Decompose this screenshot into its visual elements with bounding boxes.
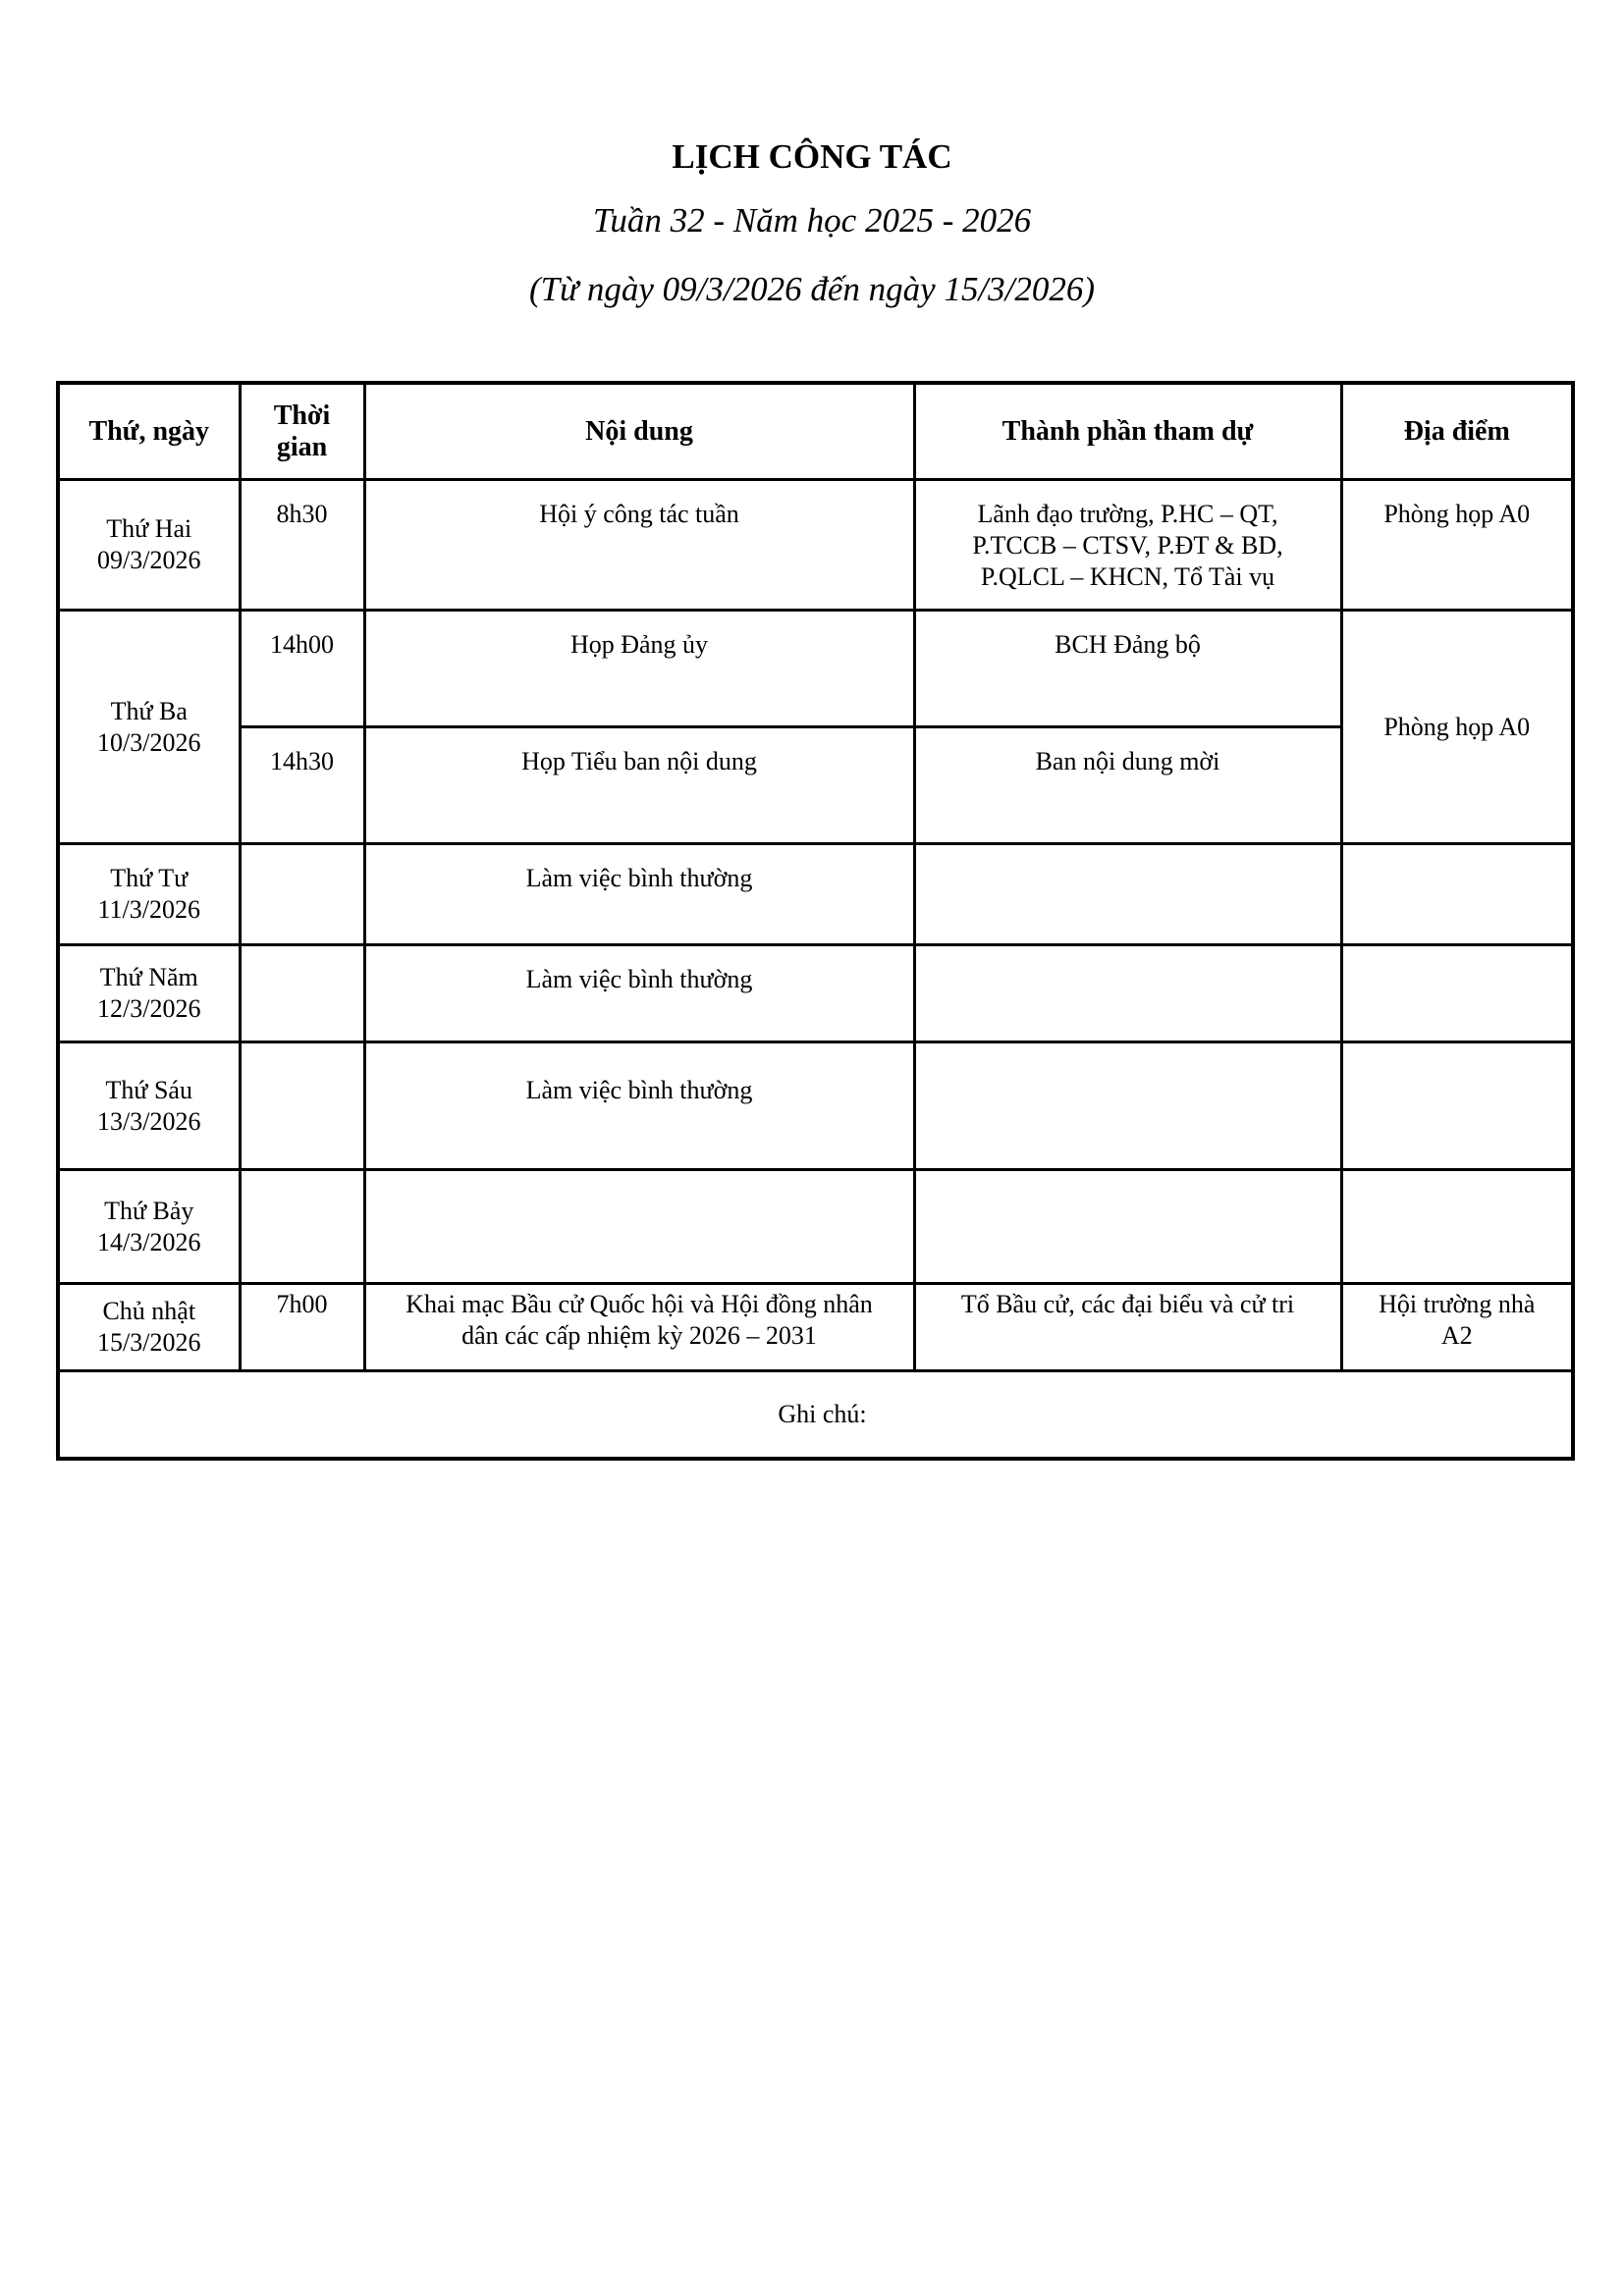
note-cell [58, 1371, 1573, 1460]
attendees-cell: Tổ Bầu cử, các đại biểu và cử tri [914, 1284, 1341, 1371]
day-name: Thứ Năm [99, 963, 198, 991]
day-name: Thứ Ba [110, 696, 188, 725]
content-cell: Làm việc bình thường [364, 844, 914, 945]
column-header-content: Nội dung [364, 383, 914, 480]
column-header-attendees: Thành phần tham dự [914, 383, 1341, 480]
day-cell [58, 1284, 240, 1371]
column-header-location: Địa điểm [1341, 383, 1573, 480]
page-title: LỊCH CÔNG TÁC [672, 137, 952, 176]
location-cell [1341, 844, 1573, 945]
day-name: Thứ Tư [110, 864, 189, 892]
day-date: 14/3/2026 [97, 1227, 201, 1256]
attendees-cell: BCH Đảng bộ [914, 611, 1341, 727]
location-cell: Hội trường nhà A2 [1341, 1284, 1573, 1371]
table-row [58, 945, 1573, 1042]
day-name: Chủ nhật [102, 1297, 196, 1325]
table-row [58, 1284, 1573, 1371]
content-cell: Khai mạc Bầu cử Quốc hội và Hội đồng nhân dân các cấp nhiệm kỳ 2026 – 2031 [364, 1284, 914, 1371]
location-cell: Phòng họp A0 [1341, 480, 1573, 611]
day-cell [58, 1170, 240, 1284]
table-row [58, 1042, 1573, 1170]
attendees-cell: Ban nội dung mời [914, 727, 1341, 844]
content-cell [364, 1170, 914, 1284]
content-cell: Hội ý công tác tuần [364, 480, 914, 611]
day-date: 09/3/2026 [97, 546, 201, 574]
content-cell: Họp Đảng ủy [364, 611, 914, 727]
note-row [58, 1371, 1573, 1460]
day-date: 10/3/2026 [97, 727, 201, 757]
time-cell: 14h00 [240, 611, 364, 727]
day-cell [58, 844, 240, 945]
time-cell [240, 844, 364, 945]
date-range: (Từ ngày 09/3/2026 đến ngày 15/3/2026) [528, 270, 1096, 308]
time-cell [240, 1170, 364, 1284]
time-cell: 8h30 [240, 480, 364, 611]
day-date: 12/3/2026 [97, 994, 201, 1023]
day-date: 15/3/2026 [97, 1328, 201, 1357]
page-subtitle: Tuần 32 - Năm học 2025 - 2026 [592, 201, 1032, 240]
day-name: Thứ Hai [106, 514, 192, 543]
attendees-cell [914, 945, 1341, 1042]
table-header-row [58, 383, 1573, 480]
day-cell [58, 480, 240, 611]
time-cell [240, 1042, 364, 1170]
day-name: Thứ Sáu [105, 1075, 192, 1104]
column-header-time: Thời gian [240, 383, 364, 480]
note-label: Ghi chú: [778, 1400, 867, 1428]
attendees-cell: Lãnh đạo trường, P.HC – QT, P.TCCB – CTSV, P.ĐT & BD, P.QLCL – KHCN, Tổ Tài vụ [914, 480, 1341, 611]
table-row [58, 844, 1573, 945]
day-cell [58, 611, 240, 844]
time-cell: 7h00 [240, 1284, 364, 1371]
day-date: 13/3/2026 [97, 1106, 201, 1136]
location-cell [1341, 945, 1573, 1042]
day-date: 11/3/2026 [97, 895, 200, 924]
attendees-cell [914, 1170, 1341, 1284]
day-name: Thứ Bảy [104, 1196, 194, 1225]
time-cell [240, 945, 364, 1042]
column-header-day: Thứ, ngày [58, 383, 240, 480]
content-cell: Làm việc bình thường [364, 945, 914, 1042]
location-cell [1341, 1170, 1573, 1284]
content-cell: Làm việc bình thường [364, 1042, 914, 1170]
table-row [58, 611, 1573, 727]
day-cell [58, 945, 240, 1042]
table-row [58, 1170, 1573, 1284]
location-cell [1341, 1042, 1573, 1170]
table-row [58, 480, 1573, 611]
day-cell [58, 1042, 240, 1170]
schedule-table [56, 381, 1575, 1461]
content-cell: Họp Tiểu ban nội dung [364, 727, 914, 844]
location-cell: Phòng họp A0 [1341, 611, 1573, 844]
attendees-cell [914, 1042, 1341, 1170]
time-cell: 14h30 [240, 727, 364, 844]
attendees-cell [914, 844, 1341, 945]
